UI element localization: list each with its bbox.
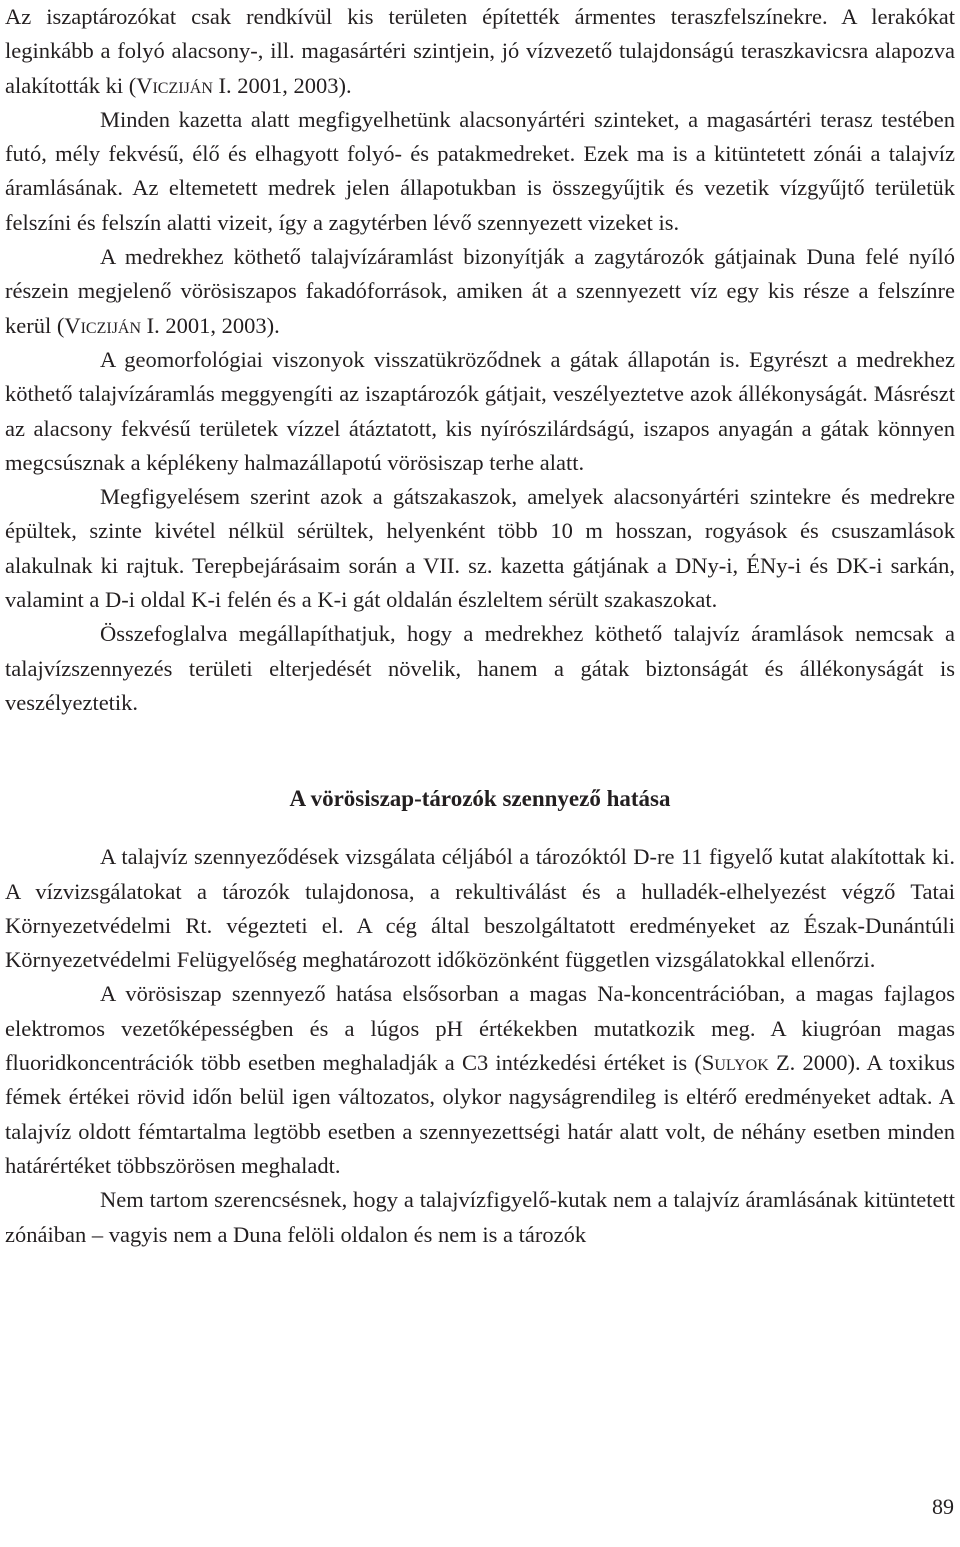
section-spacer [5, 720, 955, 782]
citation-year: I. 2001, 2003). [212, 72, 352, 98]
paragraph [5, 977, 955, 1183]
paragraph: Nem tartom szerencsésnek, hogy a talajvízfigyelő-kutak nem a talajvíz áramlásának kitüntetett zónáiban – vagyis nem a Duna felöli oldalon és nem is a tározók [5, 1187, 955, 1247]
section-spacer [5, 816, 955, 840]
paragraph [5, 0, 955, 103]
citation-year: I. 2001, 2003). [141, 312, 280, 338]
paragraph: Összefoglalva megállapíthatjuk, hogy a medrekhez köthető talajvíz áramlások nemcsak a talajvízszennyezés területi elterjedését növelik, hanem a gátak biztonságát és állékonyságát is veszélyeztetik. [5, 621, 955, 715]
paragraph: Minden kazetta alatt megfigyelhetünk alacsonyártéri szinteket, a magasártéri terasz testében futó, mély fekvésű, élő és elhagyott folyó- és patakmedreket. Ezek ma is a kitüntetett zónái a talajvíz áramlásának. Az eltemetett medrek jelen állapotukban is összegyűjtik és vezetik vízgyűjtő területük felszíni és felszín alatti vizeit, így a zagytérben lévő szennyezett vizeket is. [5, 106, 955, 235]
author-name: Vicziján [64, 312, 142, 338]
paragraph-text: Az iszaptározókat csak rendkívül kis területen építették ármentes teraszfelszínekre. A lerakókat leginkább a folyó alacsony-, ill. magasártéri szintjein, jó vízvezető tulajdonságú teraszkavicsra alapozva alakították ki ( [5, 4, 955, 98]
section-heading: A vörösiszap-tározók szennyező hatása [289, 786, 671, 812]
paragraph-text: A medrekhez köthető talajvízáramlást bizonyítják a zagytározók gátjainak Duna felé nyíló részein megjelenő vörösiszapos fakadóforrások, amiken át a szennyezett víz egy kis része a felszínre kerül ( [5, 244, 955, 338]
paragraph: Megfigyelésem szerint azok a gátszakaszok, amelyek alacsonyártéri szintekre és medrekre épültek, szinte kivétel nélkül sérültek, helyenként több 10 m hosszan, rogyások és csuszamlások alakulnak ki rajtuk. Terepbejárásaim során a VII. sz. kazetta gátjának a DNy-i, ÉNy-i és DK-i sarkán, valamint a D-i oldal K-i felén és a K-i gát oldalán észleltem sérült szakaszokat. [5, 484, 955, 613]
page-number: 89 [932, 1494, 954, 1519]
paragraph: A geomorfológiai viszonyok visszatükröződnek a gátak állapotán is. Egyrészt a medrekhez köthető talajvízáramlás meggyengíti az iszaptározók gátjait, veszélyeztetve azok állékonyságát. Másrészt az alacsony fekvésű területek vízzel átáztatott, kis nyírószilárdságú, iszapos anyagán a gátak könnyen megcsúsznak a képlékeny halmazállapotú vörösiszap terhe alatt. [5, 346, 955, 475]
paragraph-text: A vörösiszap szennyező hatása elsősorban a magas Na-koncentrációban, a magas fajlagos elektromos vezetőképességben és a lúgos pH értékekben mutatkozik meg. A kiugróan magas fluoridkoncentrációk több esetben meghaladják a C3 intézkedési értéket is ( [5, 981, 955, 1076]
paragraph-text: Z. 2000). A toxikus fémek értékei rövid időn belül igen változatos, olykor nagyságrendileg is eltérő eredményeket adtak. A talajvíz oldott fémtartalma legtöbb esetben a szennyezettségi határ alatt volt, de néhány esetben minden határértéket többszörösen meghaladt. [5, 1050, 955, 1178]
document-page [5, 0, 955, 1252]
author-name: Vicziján [136, 72, 213, 98]
paragraph [5, 240, 955, 343]
paragraph: A talajvíz szennyeződések vizsgálata céljából a tározóktól D-re 11 figyelő kutat alakítottak ki. A vízvizsgálatokat a tározók tulajdonosa, a rekultiválást és a hulladék-elhelyezést végző Tatai Környezetvédelmi Rt. végezteti el. A cég által beszolgáltatott eredményeket az Észak-Dunántúli Környezetvédelmi Felügyelőség meghatározott időközönként független vizsgálatokkal ellenőrzi. [5, 844, 955, 973]
author-name: Sulyok [701, 1050, 769, 1076]
